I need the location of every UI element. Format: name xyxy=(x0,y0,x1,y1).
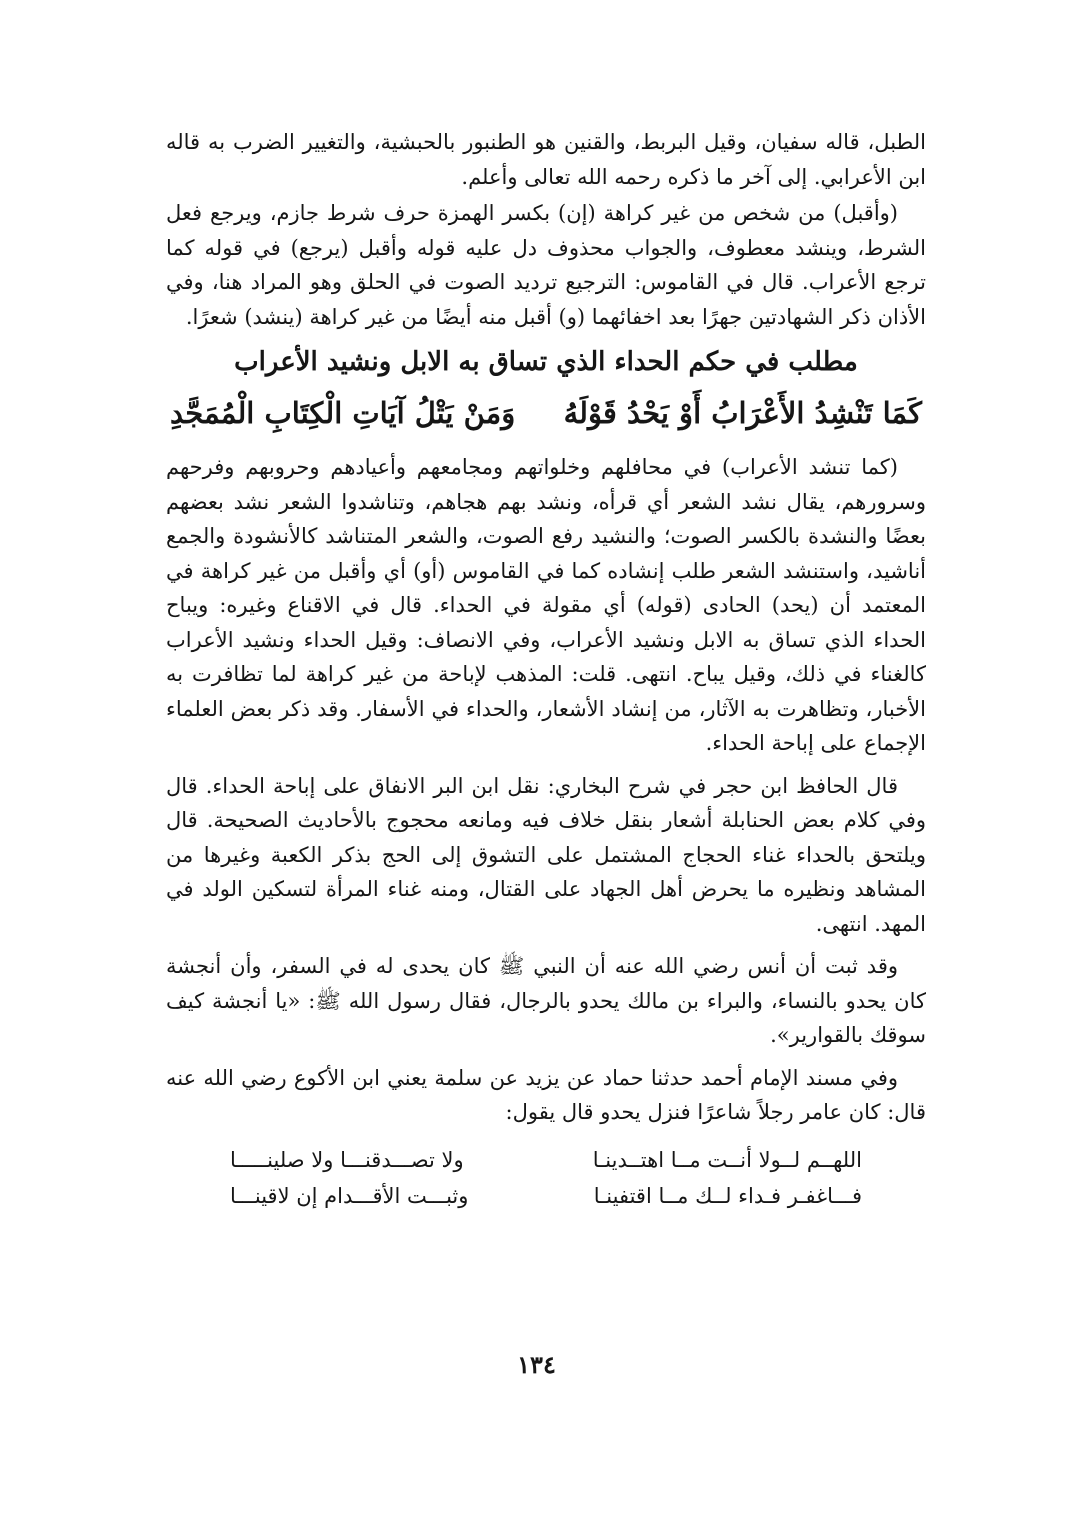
verse-second-hemistich: وَمَنْ يَتْلُ آيَاتِ الْكِتَابِ الْمُمَجَّدِ xyxy=(170,396,516,430)
poem-hemistich: اللهــم لــولا أنــت مــا اهتــدينـا xyxy=(592,1147,862,1172)
page-body xyxy=(166,125,926,1214)
paragraph-commentary: (كما تنشد الأعراب) في محافلهم وخلواتهم ومجامعهم وأعيادهم وحروبهم وفرحهم وسرورهم، يقال نشد الشعر أي قرأه، ونشد بهم هجاهم، وتناشدوا الشعر نشد بعضهم بعضًا والنشدة بالكسر الصوت؛ والنشيد رفع الصوت، والشعر المتناشد كالأنشودة والجمع أناشيد، واستنشد الشعر طلب إنشاده كما في القاموس (أو) أي وأقبل من غير كراهة في المعتمد أن (يحد) الحادى (قوله) أي مقولة في الحداء. قال في الاقناع وغيره: ويباح الحداء الذي تساق به الابل ونشيد الأعراب، وفي الانصاف: وقيل الحداء ونشيد الأعراب كالغناء في ذلك، وقيل يباح. انتهى. قلت: المذهب لإباحة من غير كراهة لما تظافرت به الأخبار، وتظاهرت به الآثار، من إنشاد الأشعار، والحداء في الأسفار. وقد ذكر بعض العلماء الإجماع على إباحة الحداء. xyxy=(166,455,926,755)
paragraph-anjasha: وقد ثبت أن أنس رضي الله عنه أن النبي ﷺ كان يحدى له في السفر، وأن أنجشة كان يحدو بالنساء، والبراء بن مالك يحدو بالرجال، فقال رسول الله ﷺ: «يا أنجشة كيف سوقك بالقوارير». xyxy=(166,954,926,1047)
poem-line xyxy=(206,1178,886,1214)
paragraph-musnad: وفي مسند الإمام أحمد حدثنا حماد عن يزيد عن سلمة يعني ابن الأكوع رضي الله عنه قال: كان عامر رجلاً شاعرًا فنزل يحدو قال يقول: xyxy=(166,1065,926,1124)
main-verse xyxy=(166,388,926,438)
section-heading: مطلب في حكم الحداء الذي تساق به الابل ونشيد الأعراب xyxy=(234,347,858,377)
poem xyxy=(206,1142,886,1214)
poem-hemistich: وثبـــت الأقـــدام إن لاقينـــا xyxy=(230,1183,469,1208)
poem-hemistich: فـــاغفـر فـداء لــك مــا اقتفينـا xyxy=(593,1183,862,1208)
poem-hemistich: ولا تصـــدقنـــا ولا صلينـــــا xyxy=(230,1147,464,1172)
poem-line xyxy=(206,1142,886,1178)
paragraph-intro: الطبل، قاله سفيان، وقيل البربط، والقنين هو الطنبور بالحبشية، والتغيير الضرب به قاله ابن الأعرابي. إلى آخر ما ذكره رحمه الله تعالى وأعلم. xyxy=(166,130,926,189)
paragraph-ibn-hajar: قال الحافظ ابن حجر في شرح البخاري: نقل ابن البر الانفاق على إباحة الحداء. قال وفي كلام بعض الحنابلة أشعار بنقل خلاف فيه ومانعه محجوج بالأحاديث الصحيحة. قال ويلتحق بالحداء غناء الحجاج المشتمل على التشوق إلى الحج بذكر الكعبة وغيرها من المشاهد ونظيره ما يحرض أهل الجهاد على القتال، ومنه غناء المرأة لتسكين الولد في المهد. انتهى. xyxy=(166,773,926,936)
paragraph-aqbal: (وأقبل) من شخص من غير كراهة (إن) بكسر الهمزة حرف شرط جازم، ويرجع فعل الشرط، وينشد معطوف، والجواب محذوف دل عليه قوله وأقبل (يرجع) في قوله كما ترجع الأعراب. قال في القاموس: الترجيع ترديد الصوت في الحلق وهو المراد هنا، وفي الأذان ذكر الشهادتين جهرًا بعد اخفائهما (و) أقبل منه أيضًا من غير كراهة (ينشد) شعرًا. xyxy=(166,201,926,329)
page-number: ١٣٤ xyxy=(517,1350,556,1379)
verse-first-hemistich: كَمَا تَنْشِدُ الأَعْرَابُ أَوْ يَحْدُ قَوْلَهُ xyxy=(563,396,922,430)
